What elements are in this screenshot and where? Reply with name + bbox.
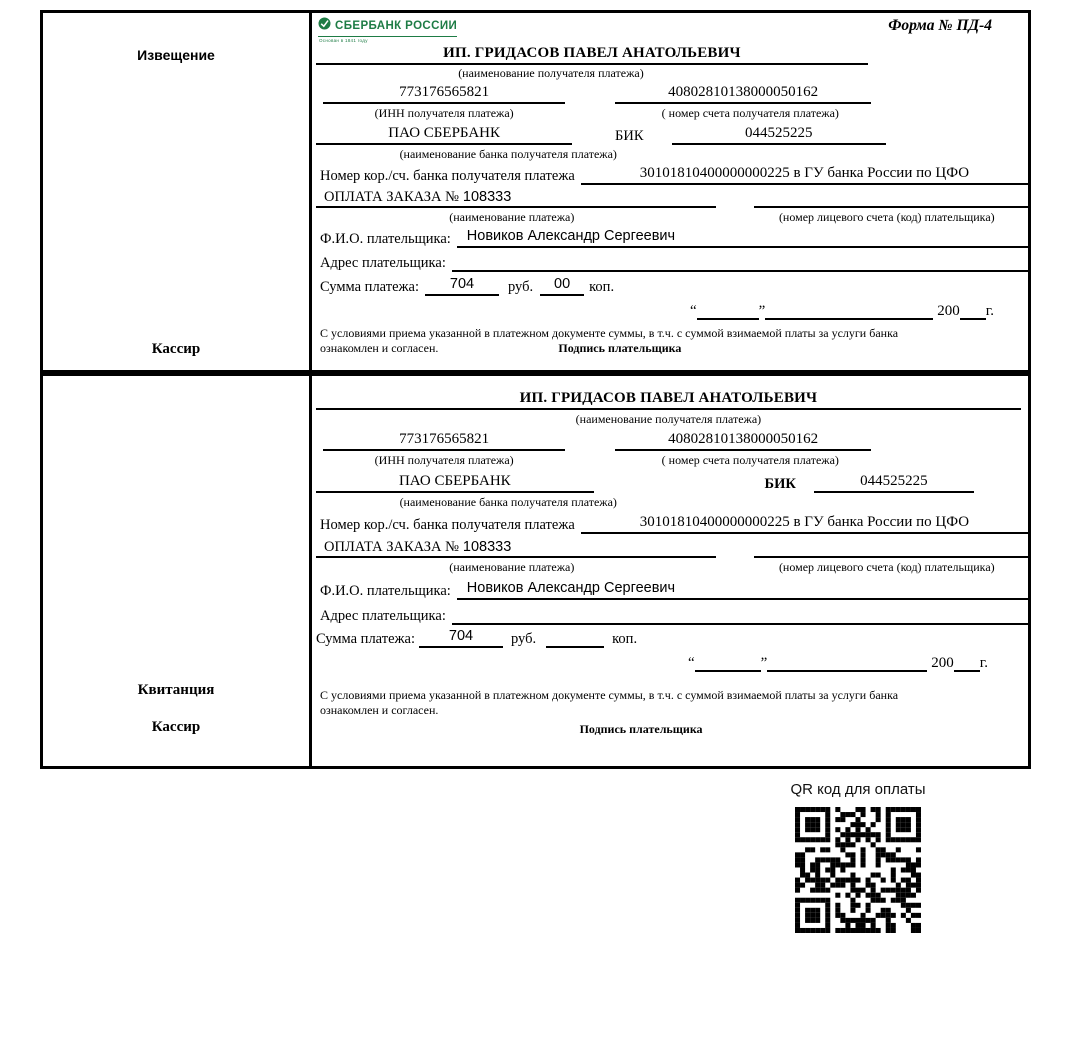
payee-row (316, 390, 1028, 410)
payer-name-field: Новиков Александр Сергеевич (457, 580, 1028, 600)
logo-row (316, 17, 1028, 45)
payer-row (316, 228, 1028, 248)
sberbank-logo-text: СБЕРБАНК РОССИИ (335, 20, 458, 32)
bank-bik-row (316, 473, 1028, 493)
date-day-field (697, 300, 759, 320)
account-field: 40802810138000050162 (615, 84, 871, 104)
receipt-form-column (312, 376, 1028, 766)
account-caption: ( номер счета получателя платежа) (661, 106, 839, 121)
inn-account-captions (316, 453, 1028, 467)
qr-code-image (795, 807, 921, 933)
sum-kop-field: 00 (540, 276, 584, 296)
personal-account-caption: (номер лицевого счета (код) плательщика) (778, 210, 995, 225)
year-suffix: г. (979, 654, 988, 671)
notice-section (43, 13, 1028, 373)
address-row (316, 252, 1028, 272)
personal-account-field (754, 188, 1028, 208)
purpose-row (316, 188, 1028, 208)
payment-caption: (наименование платежа) (449, 210, 575, 225)
bank-caption-row (316, 147, 1028, 161)
date-row (316, 652, 1028, 672)
korr-label: Номер кор./сч. банка получателя платежа (320, 517, 575, 534)
qr-payment-block (758, 781, 958, 933)
address-row (316, 605, 1028, 625)
korr-row (316, 165, 1028, 185)
korr-label: Номер кор./сч. банка получателя платежа (320, 168, 575, 185)
sum-label: Сумма платежа: (316, 630, 415, 647)
payee-caption-row (316, 66, 1028, 80)
address-label: Адрес плательщика: (320, 607, 446, 624)
inn-account-row (316, 431, 1028, 451)
purpose-label: ОПЛАТА ЗАКАЗА № (324, 539, 459, 556)
bank-caption-row (316, 495, 1028, 509)
bank-name-field: ПАО СБЕРБАНК (316, 125, 572, 145)
bik-field: 044525225 (814, 473, 974, 493)
korr-field: 30101810400000000225 в ГУ банка России по ЦФО (581, 165, 1028, 185)
rub-label: руб. (508, 278, 534, 295)
date-month-field (767, 652, 927, 672)
sum-rub-field: 704 (425, 276, 499, 296)
sum-kop-field (546, 628, 604, 648)
payee-name-field: ИП. ГРИДАСОВ ПАВЕЛ АНАТОЛЬЕВИЧ (316, 390, 1021, 410)
korr-row (316, 514, 1028, 534)
kop-label: коп. (612, 630, 638, 647)
purpose-value: 108333 (462, 189, 512, 206)
date-day-field (695, 652, 761, 672)
agreement-line2: ознакомлен и согласен. (320, 340, 439, 355)
year-suffix: г. (985, 302, 994, 319)
address-label: Адрес плательщика: (320, 254, 446, 271)
year-prefix: 200 (931, 654, 954, 671)
date-row (316, 300, 1028, 320)
bik-field: 044525225 (672, 125, 886, 145)
personal-account-caption: (номер лицевого счета (код) плательщика) (778, 560, 995, 575)
inn-account-row (316, 84, 1028, 104)
year-field (960, 300, 986, 320)
agreement-block (316, 688, 1028, 737)
korr-field: 30101810400000000225 в ГУ банка России по ЦФО (581, 514, 1028, 534)
sberbank-logo-tagline: Основан в 1841 году (319, 38, 368, 43)
form-number: Форма № ПД-4 (888, 17, 992, 34)
bank-bik-row (316, 125, 1028, 145)
address-field (452, 252, 1028, 272)
payment-caption: (наименование платежа) (449, 560, 575, 575)
open-quote: “ (689, 302, 697, 319)
payer-row (316, 580, 1028, 600)
kop-label: коп. (589, 278, 615, 295)
agreement-line2-row (320, 341, 1018, 356)
account-caption: ( номер счета получателя платежа) (661, 453, 839, 468)
bank-caption: (наименование банка получателя платежа) (399, 146, 617, 161)
agreement-line1: С условиями приема указанной в платежном документе суммы, в т.ч. с суммой взимаемой платы за услуги банка (320, 687, 899, 702)
qr-title: QR код для оплаты (790, 781, 926, 798)
signature-label: Подпись плательщика (558, 340, 682, 355)
date-month-field (765, 300, 933, 320)
payee-row (316, 45, 1028, 65)
inn-account-captions (316, 106, 1028, 120)
signature-label: Подпись плательщика (579, 721, 703, 736)
cashier-label: Кассир (151, 341, 201, 357)
receipt-title: Квитанция (137, 682, 215, 698)
close-quote: ” (758, 302, 766, 319)
purpose-value: 108333 (462, 539, 512, 556)
sum-rub-field: 704 (419, 628, 503, 648)
year-field (954, 652, 980, 672)
bank-caption: (наименование банка получателя платежа) (399, 494, 617, 509)
payee-name-field: ИП. ГРИДАСОВ ПАВЕЛ АНАТОЛЬЕВИЧ (316, 45, 868, 65)
year-prefix: 200 (937, 302, 960, 319)
receipt-side-column (43, 376, 312, 766)
inn-field: 773176565821 (323, 84, 565, 104)
payer-label: Ф.И.О. плательщика: (320, 230, 451, 247)
bik-label: БИК (615, 127, 644, 144)
payer-name-field: Новиков Александр Сергеевич (457, 228, 1028, 248)
bik-label: БИК (764, 475, 796, 492)
purpose-row (316, 538, 1028, 558)
account-field: 40802810138000050162 (615, 431, 871, 451)
agreement-line1: С условиями приема указанной в платежном документе суммы, в т.ч. с суммой взимаемой платы за услуги банка (320, 325, 899, 340)
inn-field: 773176565821 (323, 431, 565, 451)
sum-row (316, 628, 1028, 648)
payee-caption: (наименование получателя платежа) (575, 412, 762, 426)
purpose-field (316, 188, 716, 208)
close-quote: ” (760, 654, 768, 671)
open-quote: “ (687, 654, 695, 671)
rub-label: руб. (511, 630, 537, 647)
personal-account-field (754, 538, 1028, 558)
sberbank-logo (318, 17, 457, 43)
agreement-line2: ознакомлен и согласен. (320, 702, 439, 717)
payer-label: Ф.И.О. плательщика: (320, 582, 451, 599)
sum-label: Сумма платежа: (320, 278, 419, 295)
purpose-captions (316, 210, 1028, 224)
notice-title: Извещение (137, 47, 215, 63)
inn-caption: (ИНН получателя платежа) (374, 106, 514, 121)
purpose-field (316, 538, 716, 558)
agreement-block (316, 326, 1028, 356)
sberbank-logo-main (318, 17, 457, 37)
payee-caption: (наименование получателя платежа) (458, 66, 644, 80)
purpose-captions (316, 560, 1028, 574)
sum-row (316, 276, 1028, 296)
notice-side-column (43, 13, 312, 370)
address-field (452, 605, 1028, 625)
sberbank-circle-icon (318, 17, 331, 35)
pd4-form (40, 10, 1031, 769)
cashier-label: Кассир (151, 719, 201, 735)
receipt-section (43, 373, 1028, 766)
inn-caption: (ИНН получателя платежа) (374, 453, 514, 468)
payee-caption-row (316, 412, 1028, 426)
notice-form-column (312, 13, 1028, 370)
bank-name-field: ПАО СБЕРБАНК (316, 473, 594, 493)
purpose-label: ОПЛАТА ЗАКАЗА № (324, 189, 459, 206)
